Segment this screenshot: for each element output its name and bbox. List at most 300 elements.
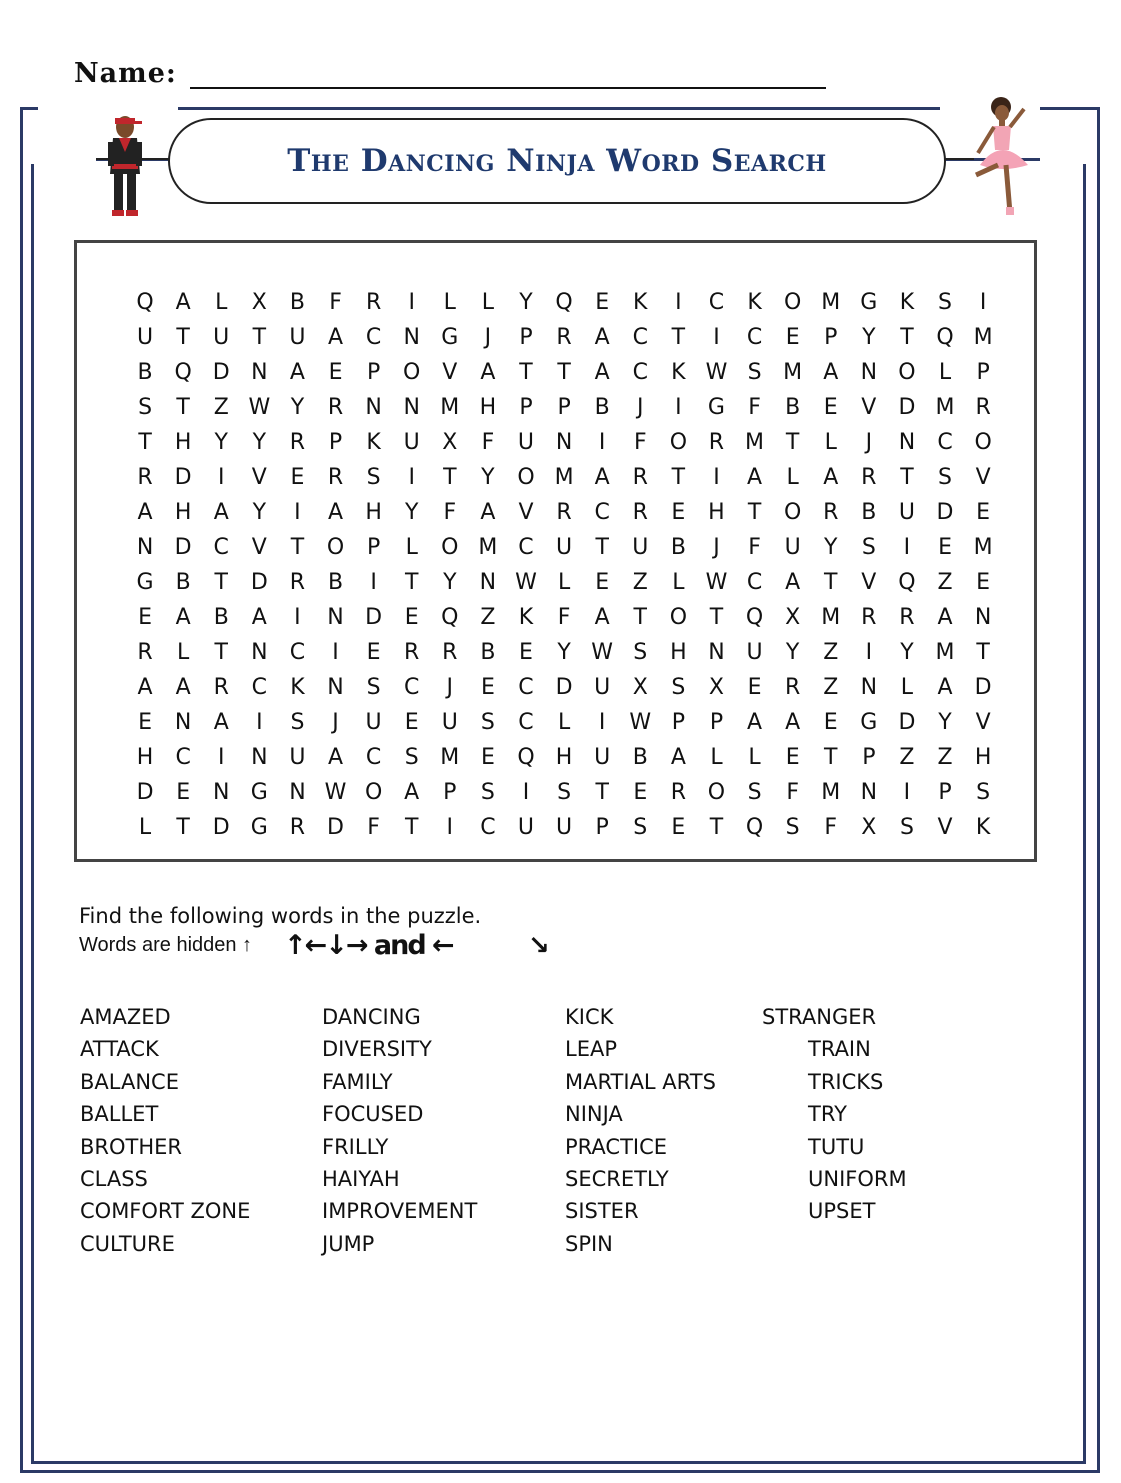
grid-cell[interactable]: U [403,430,420,455]
grid-cell[interactable]: P [557,395,571,420]
grid-cell[interactable]: B [289,290,305,315]
grid-cell[interactable]: D [250,570,268,595]
grid-cell[interactable]: E [138,710,152,735]
grid-cell[interactable]: E [976,570,991,595]
grid-cell[interactable]: T [176,325,190,350]
grid-cell[interactable]: P [976,360,990,385]
grid-cell[interactable]: N [213,780,230,805]
grid-cell[interactable]: N [327,675,344,700]
grid-cell[interactable]: M [440,745,460,770]
grid-cell[interactable]: R [632,500,648,525]
grid-cell[interactable]: B [632,745,648,770]
grid-cell[interactable]: O [707,780,726,805]
grid-cell[interactable]: A [747,465,763,490]
grid-cell[interactable]: T [824,570,838,595]
grid-cell[interactable]: I [332,640,339,665]
grid-cell[interactable]: M [935,640,955,665]
grid-cell[interactable]: H [365,500,382,525]
grid-cell[interactable]: A [480,500,496,525]
grid-cell[interactable]: E [938,535,952,560]
grid-cell[interactable]: K [633,290,648,315]
grid-cell[interactable]: Q [174,360,192,385]
grid-cell[interactable]: P [862,745,876,770]
grid-cell[interactable]: T [747,500,762,525]
grid-cell[interactable]: C [632,325,648,350]
grid-cell[interactable]: E [823,395,838,420]
grid-cell[interactable]: N [898,430,916,455]
grid-cell[interactable]: D [174,535,192,560]
grid-cell[interactable]: M [821,605,841,630]
grid-cell[interactable]: L [786,465,799,490]
grid-cell[interactable]: A [480,360,496,385]
grid-cell[interactable]: N [251,745,268,770]
grid-cell[interactable]: A [594,605,610,630]
grid-cell[interactable]: E [595,570,610,595]
grid-cell[interactable]: A [594,465,610,490]
grid-cell[interactable]: D [136,780,154,805]
grid-cell[interactable]: S [557,780,572,805]
grid-cell[interactable]: N [251,640,268,665]
grid-cell[interactable]: C [365,745,382,770]
grid-cell[interactable]: I [865,640,873,665]
grid-cell[interactable]: P [595,815,609,840]
grid-cell[interactable]: S [747,780,762,805]
grid-cell[interactable]: T [252,325,267,350]
grid-cell[interactable]: R [289,430,306,455]
grid-cell[interactable]: L [748,745,761,770]
grid-cell[interactable]: T [671,325,686,350]
grid-cell[interactable]: G [250,815,268,840]
grid-cell[interactable]: Y [862,325,876,350]
grid-cell[interactable]: D [898,395,916,420]
grid-cell[interactable]: M [821,290,841,315]
grid-cell[interactable]: J [713,535,720,560]
grid-cell[interactable]: E [747,675,762,700]
grid-cell[interactable]: D [212,815,230,840]
grid-cell[interactable]: T [519,360,533,385]
grid-cell[interactable]: Q [555,290,573,315]
grid-cell[interactable]: N [555,430,573,455]
grid-cell[interactable]: T [900,465,914,490]
grid-cell[interactable]: Y [443,570,457,595]
grid-cell[interactable]: O [669,430,688,455]
grid-cell[interactable]: I [370,570,377,595]
grid-cell[interactable]: A [327,325,344,350]
grid-cell[interactable]: E [480,745,495,770]
grid-cell[interactable]: Z [823,640,839,665]
grid-cell[interactable]: D [212,360,230,385]
grid-cell[interactable]: V [518,500,534,525]
grid-cell[interactable]: Y [214,430,228,455]
grid-cell[interactable]: B [137,360,153,385]
grid-cell[interactable]: P [519,325,533,350]
grid-cell[interactable]: T [709,605,724,630]
grid-cell[interactable]: U [746,640,763,665]
grid-cell[interactable]: A [747,710,763,735]
grid-cell[interactable]: U [517,430,535,455]
grid-cell[interactable]: V [975,710,991,735]
grid-cell[interactable]: U [594,745,611,770]
grid-cell[interactable]: P [824,325,838,350]
grid-cell[interactable]: P [366,535,381,560]
grid-cell[interactable]: R [137,640,153,665]
grid-cell[interactable]: I [446,815,454,840]
grid-cell[interactable]: L [557,710,571,735]
grid-cell[interactable]: F [786,780,799,805]
grid-cell[interactable]: S [747,360,762,385]
grid-cell[interactable]: A [937,675,953,700]
grid-cell[interactable]: E [671,815,686,840]
grid-cell[interactable]: L [938,360,952,385]
grid-cell[interactable]: O [783,290,802,315]
grid-cell[interactable]: T [290,535,305,560]
grid-cell[interactable]: N [365,395,382,420]
grid-cell[interactable]: S [899,815,914,840]
grid-cell[interactable]: E [595,290,610,315]
grid-cell[interactable]: H [174,430,192,455]
grid-cell[interactable]: T [404,570,419,595]
grid-cell[interactable]: F [443,500,457,525]
grid-cell[interactable]: C [213,535,229,560]
grid-cell[interactable]: T [404,815,419,840]
grid-cell[interactable]: E [366,640,381,665]
grid-cell[interactable]: C [746,570,763,595]
grid-cell[interactable]: Y [938,710,952,735]
grid-cell[interactable]: E [290,465,305,490]
grid-cell[interactable]: S [138,395,153,420]
grid-cell[interactable]: F [481,430,495,455]
grid-cell[interactable]: R [137,465,153,490]
grid-cell[interactable]: T [595,780,609,805]
grid-cell[interactable]: C [518,710,534,735]
grid-cell[interactable]: L [824,430,837,455]
grid-cell[interactable]: T [785,430,800,455]
grid-cell[interactable]: S [671,675,686,700]
grid-cell[interactable]: D [974,675,992,700]
grid-cell[interactable]: E [785,745,800,770]
grid-cell[interactable]: K [671,360,686,385]
grid-cell[interactable]: B [213,605,229,630]
grid-cell[interactable]: X [251,290,267,315]
grid-cell[interactable]: E [633,780,648,805]
grid-cell[interactable]: T [214,570,228,595]
grid-cell[interactable]: A [251,605,267,630]
grid-cell[interactable]: J [446,675,454,700]
grid-cell[interactable]: G [250,780,268,805]
grid-cell[interactable]: O [783,500,802,525]
grid-cell[interactable]: V [975,465,991,490]
grid-cell[interactable]: C [251,675,268,700]
grid-cell[interactable]: N [327,605,344,630]
grid-cell[interactable]: N [174,710,192,735]
grid-cell[interactable]: F [748,535,761,560]
grid-cell[interactable]: P [366,360,381,385]
grid-cell[interactable]: F [329,290,342,315]
grid-cell[interactable]: V [442,360,458,385]
grid-cell[interactable]: V [861,570,877,595]
grid-cell[interactable]: T [976,640,990,665]
grid-cell[interactable]: R [213,675,229,700]
grid-cell[interactable]: R [975,395,991,420]
grid-cell[interactable]: P [709,710,724,735]
grid-cell[interactable]: I [903,780,911,805]
grid-cell[interactable]: Q [898,570,916,595]
grid-cell[interactable]: M [783,360,803,385]
grid-cell[interactable]: S [976,780,991,805]
grid-cell[interactable]: B [785,395,801,420]
grid-cell[interactable]: G [860,710,878,735]
grid-cell[interactable]: S [366,675,381,700]
grid-cell[interactable]: R [556,325,572,350]
grid-cell[interactable]: C [746,325,763,350]
grid-cell[interactable]: M [973,535,993,560]
grid-cell[interactable]: K [975,815,991,840]
grid-cell[interactable]: O [441,535,459,560]
grid-cell[interactable]: U [136,325,154,350]
grid-cell[interactable]: W [705,360,728,385]
grid-cell[interactable]: M [478,535,498,560]
grid-cell[interactable]: O [669,605,688,630]
grid-cell[interactable]: A [785,570,801,595]
grid-cell[interactable]: Y [557,640,571,665]
grid-cell[interactable]: R [289,570,306,595]
grid-cell[interactable]: C [632,360,648,385]
grid-cell[interactable]: P [671,710,685,735]
grid-cell[interactable]: I [675,290,682,315]
grid-cell[interactable]: H [555,745,573,770]
grid-cell[interactable]: Z [937,745,953,770]
grid-cell[interactable]: U [289,745,306,770]
grid-cell[interactable]: U [594,675,611,700]
grid-cell[interactable]: L [481,290,495,315]
grid-cell[interactable]: R [442,640,458,665]
grid-cell[interactable]: O [364,780,383,805]
grid-cell[interactable]: Z [899,745,915,770]
grid-cell[interactable]: M [973,325,993,350]
grid-cell[interactable]: I [256,710,263,735]
grid-cell[interactable]: I [598,710,606,735]
grid-cell[interactable]: E [823,710,838,735]
grid-cell[interactable]: X [785,605,801,630]
grid-cell[interactable]: W [324,780,347,805]
grid-cell[interactable]: Y [252,430,267,455]
grid-cell[interactable]: U [289,325,306,350]
grid-cell[interactable]: C [937,430,953,455]
grid-cell[interactable]: M [554,465,574,490]
grid-cell[interactable]: E [785,325,800,350]
grid-cell[interactable]: C [708,290,725,315]
grid-cell[interactable]: I [713,325,720,350]
grid-cell[interactable]: E [404,605,419,630]
grid-cell[interactable]: O [326,535,345,560]
grid-cell[interactable]: A [785,710,801,735]
grid-cell[interactable]: I [522,780,530,805]
grid-cell[interactable]: F [633,430,647,455]
grid-cell[interactable]: R [708,430,725,455]
grid-cell[interactable]: E [671,500,686,525]
grid-cell[interactable]: J [332,710,339,735]
grid-cell[interactable]: N [860,675,878,700]
grid-cell[interactable]: P [443,780,457,805]
grid-cell[interactable]: R [556,500,572,525]
grid-cell[interactable]: H [670,640,687,665]
grid-cell[interactable]: B [480,640,496,665]
grid-cell[interactable]: S [480,710,495,735]
grid-cell[interactable]: R [327,465,344,490]
grid-cell[interactable]: A [213,710,229,735]
grid-cell[interactable]: E [138,605,152,630]
grid-cell[interactable]: E [976,500,991,525]
grid-cell[interactable]: N [860,780,878,805]
grid-cell[interactable]: I [408,465,415,490]
grid-cell[interactable]: J [484,325,492,350]
grid-cell[interactable]: O [974,430,992,455]
grid-cell[interactable]: Y [900,640,914,665]
grid-cell[interactable]: V [937,815,953,840]
grid-cell[interactable]: N [251,360,268,385]
grid-cell[interactable]: D [327,815,344,840]
grid-cell[interactable]: Y [785,640,800,665]
grid-cell[interactable]: C [480,815,496,840]
grid-cell[interactable]: A [594,325,610,350]
grid-cell[interactable]: I [294,605,301,630]
grid-cell[interactable]: D [365,605,383,630]
grid-cell[interactable]: E [404,710,419,735]
grid-cell[interactable]: N [479,570,497,595]
grid-cell[interactable]: C [518,675,534,700]
grid-cell[interactable]: A [823,360,839,385]
grid-cell[interactable]: T [214,640,228,665]
grid-cell[interactable]: I [217,745,225,770]
grid-cell[interactable]: C [404,675,420,700]
grid-cell[interactable]: U [556,535,573,560]
grid-cell[interactable]: X [861,815,877,840]
letter-grid[interactable] [126,285,1002,845]
grid-cell[interactable]: D [936,500,954,525]
grid-cell[interactable]: L [710,745,723,770]
grid-cell[interactable]: Z [937,570,953,595]
grid-cell[interactable]: K [366,430,381,455]
grid-cell[interactable]: B [594,395,610,420]
grid-cell[interactable]: E [480,675,495,700]
grid-cell[interactable]: S [938,290,952,315]
grid-cell[interactable]: C [365,325,382,350]
grid-cell[interactable]: H [174,500,192,525]
grid-cell[interactable]: I [408,290,415,315]
grid-cell[interactable]: A [175,675,191,700]
grid-cell[interactable]: T [176,815,190,840]
grid-cell[interactable]: A [594,360,610,385]
grid-cell[interactable]: I [294,500,301,525]
grid-cell[interactable]: S [404,745,419,770]
grid-cell[interactable]: H [136,745,154,770]
grid-cell[interactable]: O [517,465,535,490]
grid-cell[interactable]: P [938,780,952,805]
grid-cell[interactable]: Y [824,535,838,560]
grid-cell[interactable]: Z [213,395,229,420]
grid-cell[interactable]: I [903,535,911,560]
grid-cell[interactable]: J [865,430,873,455]
grid-cell[interactable]: B [327,570,344,595]
grid-cell[interactable]: U [517,815,535,840]
grid-cell[interactable]: R [289,815,306,840]
grid-cell[interactable]: A [175,290,191,315]
grid-cell[interactable]: O [898,360,916,385]
grid-cell[interactable]: U [784,535,801,560]
grid-cell[interactable]: S [785,815,800,840]
grid-cell[interactable]: K [290,675,305,700]
grid-cell[interactable]: F [367,815,380,840]
grid-cell[interactable]: A [823,465,839,490]
grid-cell[interactable]: P [328,430,343,455]
grid-cell[interactable]: Q [517,745,535,770]
grid-cell[interactable]: R [670,780,686,805]
grid-cell[interactable]: O [403,360,421,385]
grid-cell[interactable]: T [595,535,609,560]
grid-cell[interactable]: N [403,395,420,420]
grid-cell[interactable]: I [713,465,720,490]
grid-cell[interactable]: R [327,395,344,420]
grid-cell[interactable]: E [176,780,191,805]
grid-cell[interactable]: S [861,535,876,560]
grid-cell[interactable]: C [289,640,306,665]
grid-cell[interactable]: J [637,395,644,420]
grid-cell[interactable]: D [174,465,192,490]
grid-cell[interactable]: R [404,640,420,665]
grid-cell[interactable]: A [137,675,153,700]
grid-cell[interactable]: V [251,465,267,490]
grid-cell[interactable]: L [138,815,152,840]
grid-cell[interactable]: I [598,430,606,455]
grid-cell[interactable]: R [823,500,839,525]
grid-cell[interactable]: Y [252,500,267,525]
grid-cell[interactable]: K [518,605,534,630]
grid-cell[interactable]: L [177,640,190,665]
grid-cell[interactable]: K [899,290,915,315]
grid-cell[interactable]: B [670,535,686,560]
grid-cell[interactable]: F [824,815,838,840]
grid-cell[interactable]: Q [745,815,764,840]
grid-cell[interactable]: G [707,395,725,420]
grid-cell[interactable]: H [479,395,497,420]
grid-cell[interactable]: A [670,745,686,770]
grid-cell[interactable]: S [633,815,648,840]
grid-cell[interactable]: M [440,395,460,420]
grid-cell[interactable]: T [671,465,686,490]
grid-cell[interactable]: N [974,605,992,630]
grid-cell[interactable]: F [748,395,761,420]
grid-cell[interactable]: M [935,395,955,420]
name-write-line[interactable] [190,87,826,89]
grid-cell[interactable]: K [747,290,762,315]
grid-cell[interactable]: U [441,710,458,735]
grid-cell[interactable]: A [327,745,344,770]
grid-cell[interactable]: U [898,500,915,525]
grid-cell[interactable]: T [824,745,838,770]
grid-cell[interactable]: I [675,395,682,420]
grid-cell[interactable]: U [556,815,573,840]
grid-cell[interactable]: X [708,675,724,700]
grid-cell[interactable]: L [900,675,914,700]
grid-cell[interactable]: T [709,815,724,840]
grid-cell[interactable]: R [365,290,382,315]
grid-cell[interactable]: R [861,605,877,630]
grid-cell[interactable]: U [213,325,230,350]
grid-cell[interactable]: W [629,710,652,735]
grid-cell[interactable]: B [861,500,877,525]
grid-cell[interactable]: R [632,465,648,490]
grid-cell[interactable]: L [405,535,418,560]
